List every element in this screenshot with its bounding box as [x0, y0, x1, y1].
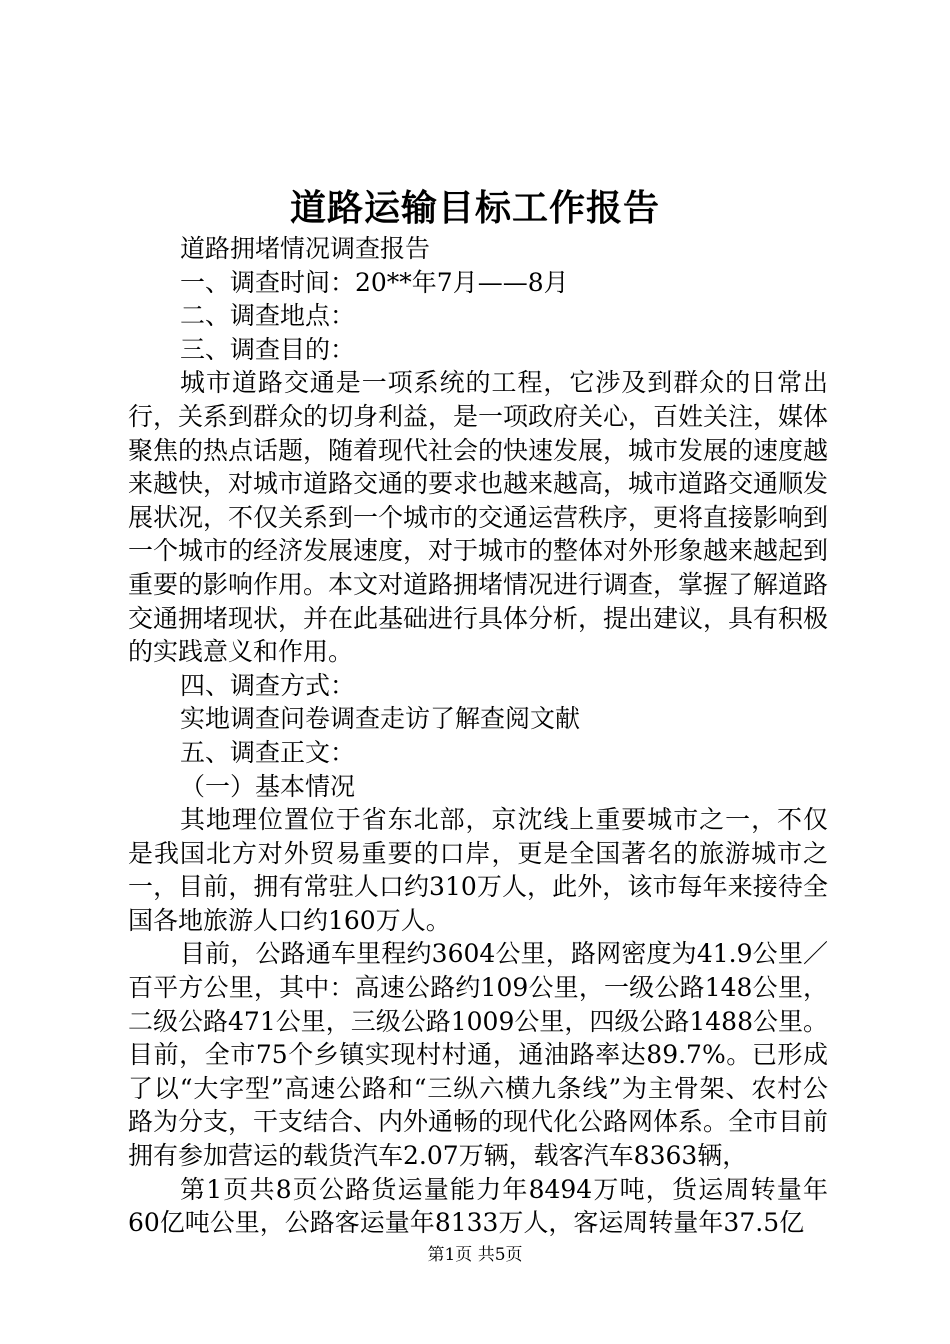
paragraph-location-info: 其地理位置位于省东北部，京沈线上重要城市之一，不仅是我国北方对外贸易重要的口岸，更是全国著名的旅游城市之一，目前，拥有常驻人口约310万人，此外，该市每年来接待全国各地旅游人口约160万人。	[128, 805, 828, 935]
paragraph-transport-capacity: 第1页共8页公路货运量能力年8494万吨，货运周转量年60亿吨公里，公路客运量年8133万人，客运周转量年37.5亿	[128, 1174, 828, 1238]
paragraph-survey-method: 四、调查方式：	[180, 670, 356, 700]
paragraph-survey-purpose: 三、调查目的：	[180, 334, 356, 364]
paragraph-method-body: 实地调查问卷调查走访了解查阅文献	[180, 704, 581, 734]
paragraph-basic-info-heading: （一）基本情况	[180, 771, 356, 801]
page-footer: 第1页 共5页	[427, 1245, 523, 1265]
paragraph-survey-body-heading: 五、调查正文：	[180, 737, 356, 767]
document-title: 道路运输目标工作报告	[289, 187, 660, 229]
paragraph-purpose-body: 城市道路交通是一项系统的工程，它涉及到群众的日常出行，关系到群众的切身利益，是一项政府关心，百姓关注，媒体聚焦的热点话题，随着现代社会的快速发展，城市发展的速度越来越快，对城市道路交通的要求也越来越高，城市道路交通顺发展状况，不仅关系到一个城市的交通运营秩序，更将直接影响到一个城市的经济发展速度，对于城市的整体对外形象越来越起到重要的影响作用。本文对道路拥堵情况进行调查，掌握了解道路交通拥堵现状，并在此基础进行具体分析，提出建议，具有积极的实践意义和作用。	[128, 368, 829, 667]
paragraph-report-name: 道路拥堵情况调查报告	[180, 234, 431, 263]
paragraph-survey-time: 一、调查时间：20**年7月——8月	[180, 267, 569, 297]
document-body	[128, 232, 828, 1240]
paragraph-survey-location: 二、调查地点：	[180, 301, 356, 331]
paragraph-road-stats: 目前，公路通车里程约3604公里，路网密度为41.9公里／百平方公里，其中：高速公路约109公里，一级公路148公里，二级公路471公里，三级公路1009公里，四级公路1488公里。目前，全市75个乡镇实现村村通，通油路率达89.7%。已形成了以“大字型”高速公路和“三纵六横九条线”为主骨架、农村公路为分支，干支结合、内外通畅的现代化公路网体系。全市目前拥有参加营运的载货汽车2.07万辆，载客汽车8363辆，	[128, 939, 829, 1171]
